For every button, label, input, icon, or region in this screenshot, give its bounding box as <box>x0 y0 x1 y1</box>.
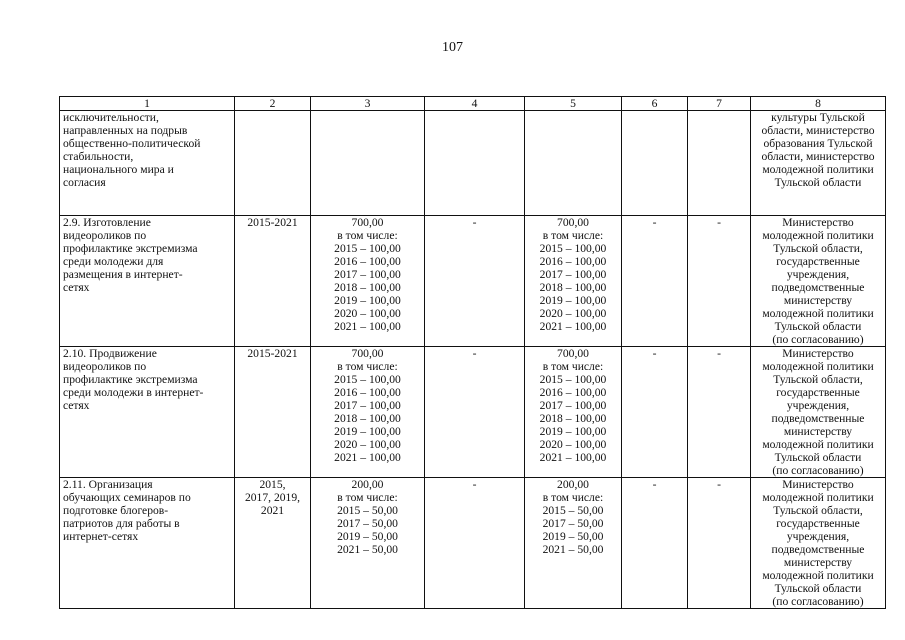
text-line: подготовке блогеров- <box>63 504 169 517</box>
text-line: 2019 – 100,00 <box>334 294 401 307</box>
text-line: 2015 – 100,00 <box>539 373 607 386</box>
col6-cell <box>622 478 688 609</box>
text-line: 2017 – 100,00 <box>539 268 607 281</box>
text-line: 2015, <box>259 478 286 491</box>
col5-funding-cell <box>525 478 622 609</box>
period-cell <box>235 478 311 609</box>
total-funding-cell <box>311 478 425 609</box>
text-line: Тульской области, <box>773 504 863 517</box>
col6-cell <box>622 216 688 347</box>
text-line: 2017 – 100,00 <box>539 399 607 412</box>
col7-cell <box>688 478 751 609</box>
col-header-1: 1 <box>60 97 235 111</box>
text-line: 2015 – 100,00 <box>334 242 401 255</box>
text-line: министерству <box>783 425 853 438</box>
text-line: интернет-сетях <box>63 530 139 543</box>
text-line: 2020 – 100,00 <box>539 307 607 320</box>
text-line: 2015 – 50,00 <box>542 504 604 517</box>
col5-funding-cell <box>525 216 622 347</box>
text-line: видеороликов по <box>63 229 147 242</box>
text-line: 700,00 <box>557 216 589 229</box>
text-line: 2018 – 100,00 <box>539 412 607 425</box>
text-line: 2021 – 100,00 <box>539 451 607 464</box>
text-line: направленных на подрыв <box>63 124 188 137</box>
text-line: среди молодежи для <box>63 255 164 268</box>
text-line: среди молодежи в интернет- <box>63 386 204 399</box>
text-line: Тульской области <box>774 451 862 464</box>
col4-cell <box>425 478 525 609</box>
table-row <box>60 111 886 216</box>
page-number: 107 <box>442 40 463 55</box>
text-line: области, министерство <box>761 124 875 137</box>
col7-cell <box>688 216 751 347</box>
text-line: (по согласованию) <box>772 464 864 477</box>
text-line: культуры Тульской <box>771 111 865 124</box>
text-line: государственные <box>776 255 860 268</box>
text-line: молодежной политики <box>762 163 874 176</box>
text-line: 2.11. Организация <box>63 478 153 491</box>
activity-name-cell <box>60 347 235 478</box>
text-line: Тульской области <box>774 176 862 189</box>
table-row <box>60 478 886 609</box>
text-line: 2018 – 100,00 <box>334 412 401 425</box>
period-cell <box>235 347 311 478</box>
text-line: 2015 – 50,00 <box>337 504 398 517</box>
col6-cell <box>622 347 688 478</box>
table-row <box>60 347 886 478</box>
cell-value: - <box>717 216 721 229</box>
text-line: Министерство <box>782 347 854 360</box>
col4-cell <box>425 111 525 216</box>
text-line: 2017 – 50,00 <box>337 517 398 530</box>
period-cell <box>235 216 311 347</box>
table-row <box>60 216 886 347</box>
text-line: 2016 – 100,00 <box>539 255 607 268</box>
text-line: согласия <box>63 176 106 189</box>
text-line: 2018 – 100,00 <box>334 281 401 294</box>
header-row <box>60 97 886 111</box>
text-line: молодежной политики <box>762 569 874 582</box>
text-line: 2021 – 100,00 <box>334 320 401 333</box>
cell-value: - <box>717 478 721 491</box>
total-funding-cell <box>311 111 425 216</box>
col6-cell <box>622 111 688 216</box>
text-line: подведомственные <box>771 543 865 556</box>
text-line: 2019 – 100,00 <box>334 425 401 438</box>
text-line: 2021 – 50,00 <box>542 543 604 556</box>
col7-cell <box>688 347 751 478</box>
text-line: 2016 – 100,00 <box>334 255 401 268</box>
activity-name-cell <box>60 478 235 609</box>
text-line: 2017 – 50,00 <box>542 517 604 530</box>
text-line: образования Тульской <box>763 137 873 150</box>
text-line: в том числе: <box>542 229 604 242</box>
text-line: министерству <box>783 294 853 307</box>
text-line: 2016 – 100,00 <box>334 386 401 399</box>
text-line: стабильности, <box>63 150 134 163</box>
text-line: обучающих семинаров по <box>63 491 191 504</box>
text-line: подведомственные <box>771 281 865 294</box>
text-line: в том числе: <box>337 229 398 242</box>
text-line: 2020 – 100,00 <box>539 438 607 451</box>
text-line: 2017 – 100,00 <box>334 399 401 412</box>
text-line: учреждения, <box>786 399 850 412</box>
text-line: сетях <box>63 281 90 294</box>
cell-value: - <box>472 478 477 491</box>
text-line: Министерство <box>782 478 854 491</box>
col5-funding-cell <box>525 347 622 478</box>
text-line: учреждения, <box>786 268 850 281</box>
text-line: 2018 – 100,00 <box>539 281 607 294</box>
program-table <box>59 96 886 609</box>
text-line: Тульской области, <box>773 242 863 255</box>
text-line: молодежной политики <box>762 491 874 504</box>
col-header-4: 4 <box>425 97 525 111</box>
text-line: молодежной политики <box>762 307 874 320</box>
cell-value: - <box>472 347 477 360</box>
text-line: 2019 – 50,00 <box>337 530 398 543</box>
col-header-8: 8 <box>751 97 886 111</box>
cell-value: - <box>472 216 477 229</box>
col-header-5: 5 <box>525 97 622 111</box>
text-line: в том числе: <box>542 491 604 504</box>
text-line: 2015 – 100,00 <box>334 373 401 386</box>
text-line: сетях <box>63 399 90 412</box>
text-line: видеороликов по <box>63 360 147 373</box>
activity-name-cell <box>60 111 235 216</box>
text-line: 700,00 <box>351 216 384 229</box>
executor-cell <box>751 347 886 478</box>
text-line: Тульской области, <box>773 373 863 386</box>
text-line: Министерство <box>782 216 854 229</box>
col-header-3: 3 <box>311 97 425 111</box>
cell-value: - <box>652 478 657 491</box>
text-line: 2015-2021 <box>247 347 298 360</box>
col4-cell <box>425 216 525 347</box>
text-line: в том числе: <box>542 360 604 373</box>
text-line: общественно-политической <box>63 137 201 150</box>
text-line: 2.10. Продвижение <box>63 347 157 360</box>
col4-cell <box>425 347 525 478</box>
cell-value: - <box>652 347 657 360</box>
text-line: 2.9. Изготовление <box>63 216 151 229</box>
total-funding-cell <box>311 347 425 478</box>
text-line: молодежной политики <box>762 438 874 451</box>
col7-cell <box>688 111 751 216</box>
text-line: 2021 <box>260 504 285 517</box>
text-line: 700,00 <box>557 347 589 360</box>
executor-cell <box>751 216 886 347</box>
text-line: (по согласованию) <box>772 595 864 608</box>
text-line: (по согласованию) <box>772 333 864 346</box>
text-line: в том числе: <box>337 360 398 373</box>
text-line: государственные <box>776 517 860 530</box>
text-line: Тульской области <box>774 320 862 333</box>
text-line: 2017 – 100,00 <box>334 268 401 281</box>
text-line: 2019 – 100,00 <box>539 294 607 307</box>
text-line: 2021 – 100,00 <box>334 451 401 464</box>
text-line: 2021 – 100,00 <box>539 320 607 333</box>
text-line: 2020 – 100,00 <box>334 307 401 320</box>
period-cell <box>235 111 311 216</box>
text-line: 200,00 <box>557 478 589 491</box>
text-line: молодежной политики <box>762 229 874 242</box>
text-line: министерству <box>783 556 853 569</box>
text-line: профилактике экстремизма <box>63 373 198 386</box>
text-line: патриотов для работы в <box>63 517 180 530</box>
text-line: 2015 – 100,00 <box>539 242 607 255</box>
text-line: молодежной политики <box>762 360 874 373</box>
col5-funding-cell <box>525 111 622 216</box>
text-line: подведомственные <box>771 412 865 425</box>
text-line: 2015-2021 <box>247 216 298 229</box>
col-header-6: 6 <box>622 97 688 111</box>
text-line: профилактике экстремизма <box>63 242 198 255</box>
activity-name-cell <box>60 216 235 347</box>
text-line: национального мира и <box>63 163 174 176</box>
text-line: Тульской области <box>774 582 862 595</box>
text-line: учреждения, <box>786 530 850 543</box>
text-line: 2021 – 50,00 <box>337 543 398 556</box>
text-line: 2017, 2019, <box>244 491 301 504</box>
col-header-7: 7 <box>688 97 751 111</box>
executor-cell <box>751 478 886 609</box>
text-line: 700,00 <box>351 347 384 360</box>
text-line: 2019 – 50,00 <box>542 530 604 543</box>
cell-value: - <box>717 347 721 360</box>
text-line: 2019 – 100,00 <box>539 425 607 438</box>
cell-value: - <box>652 216 657 229</box>
text-line: в том числе: <box>337 491 398 504</box>
text-line: 2016 – 100,00 <box>539 386 607 399</box>
text-line: государственные <box>776 386 860 399</box>
text-line: 200,00 <box>351 478 384 491</box>
executor-cell <box>751 111 886 216</box>
col-header-2: 2 <box>235 97 311 111</box>
text-line: области, министерство <box>761 150 875 163</box>
text-line: исключительности, <box>63 111 159 124</box>
text-line: размещения в интернет- <box>63 268 183 281</box>
total-funding-cell <box>311 216 425 347</box>
text-line: 2020 – 100,00 <box>334 438 401 451</box>
